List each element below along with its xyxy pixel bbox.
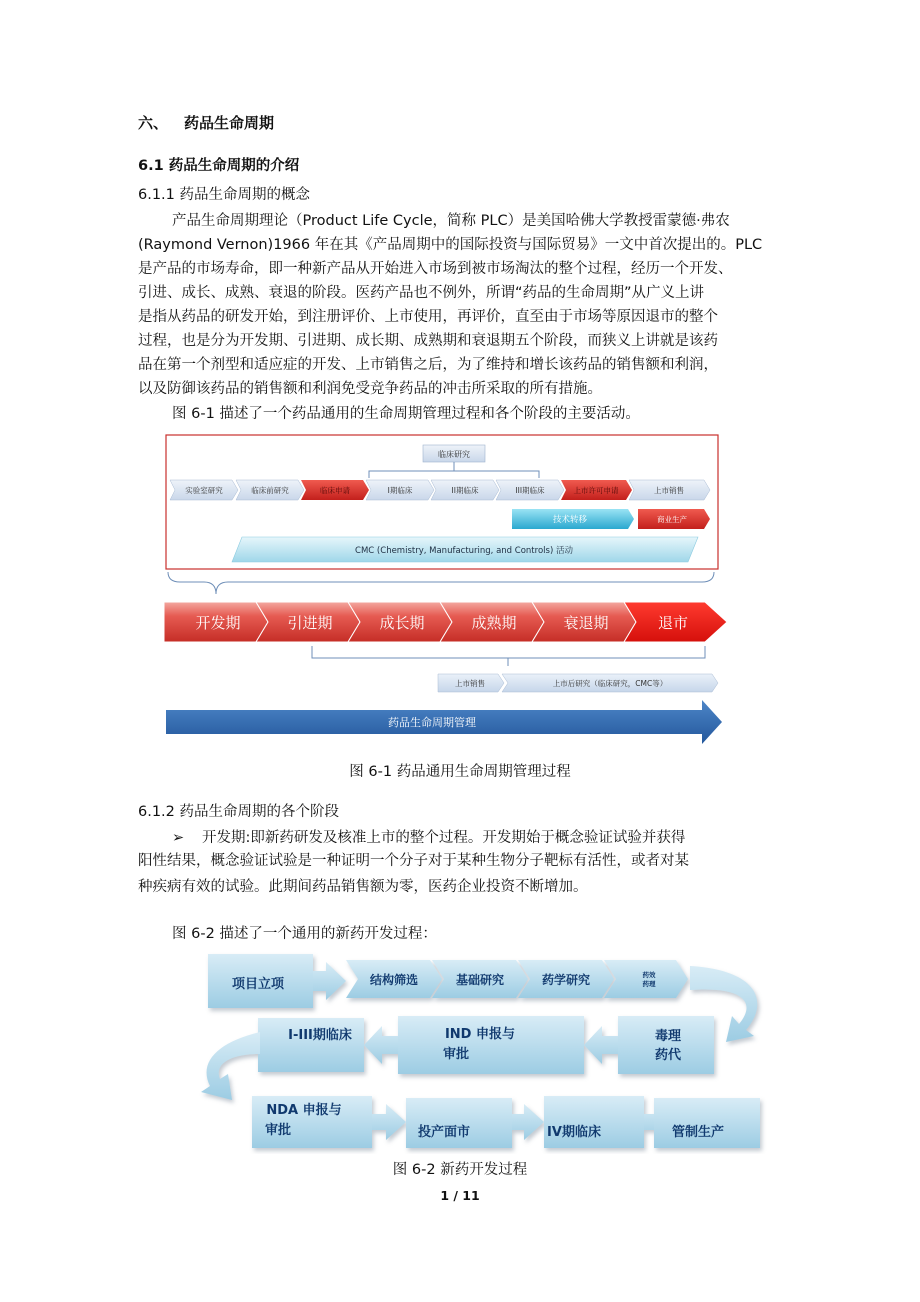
post-market-label: 上市销售 xyxy=(455,679,485,688)
step-label: III期临床 xyxy=(515,486,545,495)
step-label: 临床前研究 xyxy=(251,486,289,495)
paragraph-line: 是指从药品的研发开始，到注册评价、上市使用，再评价，直至由于市场等原因退市的整个 xyxy=(138,309,718,325)
page-number: 1 / 11 xyxy=(440,1188,480,1203)
arrow-connector xyxy=(364,1026,398,1064)
paragraph-line: 产品生命周期理论（Product Life Cycle，简称 PLC）是美国哈佛大学教授雷蒙德·弗农 xyxy=(172,213,730,229)
clinical-research-label: 临床研究 xyxy=(438,450,470,459)
step-label: 上市许可申请 xyxy=(573,486,619,495)
box-label: 结构筛选 xyxy=(369,973,419,987)
box-label-small: 药理 xyxy=(642,980,656,988)
tox-pk-box xyxy=(618,1016,714,1074)
ind-box xyxy=(398,1016,584,1074)
phase-label: 成长期 xyxy=(379,614,425,632)
phase-label: 衰退期 xyxy=(563,614,609,632)
frame-brace xyxy=(168,572,714,594)
figure2-drug-development-diagram xyxy=(198,946,770,1154)
paragraph-line: 是产品的市场寿命，即一种新产品从开始进入市场到被市场淘汰的整个过程，经历一个开发、 xyxy=(138,261,733,277)
step-label: II期临床 xyxy=(451,486,479,495)
box-label: IND 申报与 xyxy=(444,1027,516,1042)
box-label: 项目立项 xyxy=(231,977,285,992)
section-heading xyxy=(138,112,274,133)
row1-chevron xyxy=(604,960,688,998)
subsubsection-heading-1: 6.1.1 药品生命周期的概念 xyxy=(138,187,311,203)
step-label: 实验室研究 xyxy=(185,486,223,495)
box-label: 毒理 xyxy=(654,1029,682,1044)
arrow-connector xyxy=(372,1104,406,1140)
box-label: 投产面市 xyxy=(417,1125,471,1140)
box-label: 药代 xyxy=(654,1048,682,1063)
paragraph-line: (Raymond Vernon)1966 年在其《产品周期中的国际投资与国际贸易》一文中首次提出的。PLC xyxy=(138,237,763,253)
step-label: 临床申请 xyxy=(320,486,350,495)
bullet-text-line: 种疾病有效的试验。此期间药品销售额为零，医药企业投资不断增加。 xyxy=(138,879,588,895)
subsection-heading: 6.1 药品生命周期的介绍 xyxy=(138,158,300,174)
bullet-marker: ➢ xyxy=(172,830,185,846)
phase-label: 退市 xyxy=(657,614,689,632)
step-label: I期临床 xyxy=(387,486,413,495)
launch-box xyxy=(406,1098,512,1148)
curved-arrow-left xyxy=(201,1032,260,1100)
paragraph-line: 过程，也是分为开发期、引进期、成长期、成熟期和衰退期五个阶段，而狭义上讲就是该药 xyxy=(138,333,718,349)
phase4-box xyxy=(544,1096,644,1148)
box-label: I-III期临床 xyxy=(288,1028,352,1043)
arrow-connector xyxy=(512,1104,544,1140)
bullet-item xyxy=(172,826,685,847)
clinical-box xyxy=(258,1018,364,1072)
phase-chevrons xyxy=(164,602,727,642)
phase-label: 成熟期 xyxy=(471,614,517,632)
regulated-production-box xyxy=(654,1098,760,1148)
section-title: 药品生命周期 xyxy=(184,114,275,132)
box-label: 基础研究 xyxy=(455,973,505,987)
figure2-intro: 图 6-2 描述了一个通用的新药开发过程： xyxy=(172,926,437,942)
cmc-label: CMC (Chemistry, Manufacturing, and Controls) 活动 xyxy=(355,546,573,556)
phase-label: 引进期 xyxy=(287,614,333,632)
post-market-label: 上市后研究（临床研究，CMC等） xyxy=(552,679,668,688)
box-label: 审批 xyxy=(264,1123,292,1138)
figure2-caption: 图 6-2 新药开发过程 xyxy=(392,1162,528,1178)
figure1-caption: 图 6-1 药品通用生命周期管理过程 xyxy=(349,764,571,780)
bullet-text-line: 阳性结果，概念验证试验是一种证明一个分子对于某种生物分子靶标有活性，或者对某 xyxy=(138,853,689,869)
step-label: 上市销售 xyxy=(654,486,684,495)
tech-transfer-label: 技术转移 xyxy=(552,515,588,525)
arrow-connector xyxy=(313,962,346,1000)
paragraph-line: 以及防御该药品的销售额和利润免受竞争药品的冲击所采取的所有措施。 xyxy=(138,381,602,397)
phase-label: 开发期 xyxy=(195,614,241,632)
figure1-intro: 图 6-1 描述了一个药品通用的生命周期管理过程和各个阶段的主要活动。 xyxy=(172,406,640,422)
box-label: 审批 xyxy=(442,1047,470,1062)
intro-paragraph xyxy=(138,209,788,401)
figure1-lifecycle-diagram xyxy=(160,432,730,748)
commercial-label: 商业生产 xyxy=(657,515,687,524)
box-label: NDA 申报与 xyxy=(266,1103,342,1118)
bullet-term: 开发期: xyxy=(202,830,251,846)
box-label: IV期临床 xyxy=(547,1125,601,1140)
section-number: 六、 xyxy=(138,114,169,132)
paragraph-line: 品在第一个剂型和适应症的开发、上市销售之后，为了维持和增长该药品的销售额和利润， xyxy=(138,357,718,373)
clinical-bracket xyxy=(369,462,539,478)
subsubsection-heading-2: 6.1.2 药品生命周期的各个阶段 xyxy=(138,804,340,820)
bullet-continuation xyxy=(138,848,788,900)
post-market-bracket xyxy=(312,646,705,666)
bullet-text-line: 即新药研发及核准上市的整个过程。开发期始于概念验证试验并获得 xyxy=(250,830,686,846)
lifecycle-management-label: 药品生命周期管理 xyxy=(388,716,476,729)
box-label: 药学研究 xyxy=(541,973,591,987)
arrow-connector xyxy=(584,1026,618,1064)
box-label: 管制生产 xyxy=(671,1125,725,1140)
box-label-small: 药效 xyxy=(642,971,656,979)
paragraph-line: 引进、成长、成熟、衰退的阶段。医药产品也不例外，所谓“药品的生命周期”从广义上讲 xyxy=(138,285,705,301)
